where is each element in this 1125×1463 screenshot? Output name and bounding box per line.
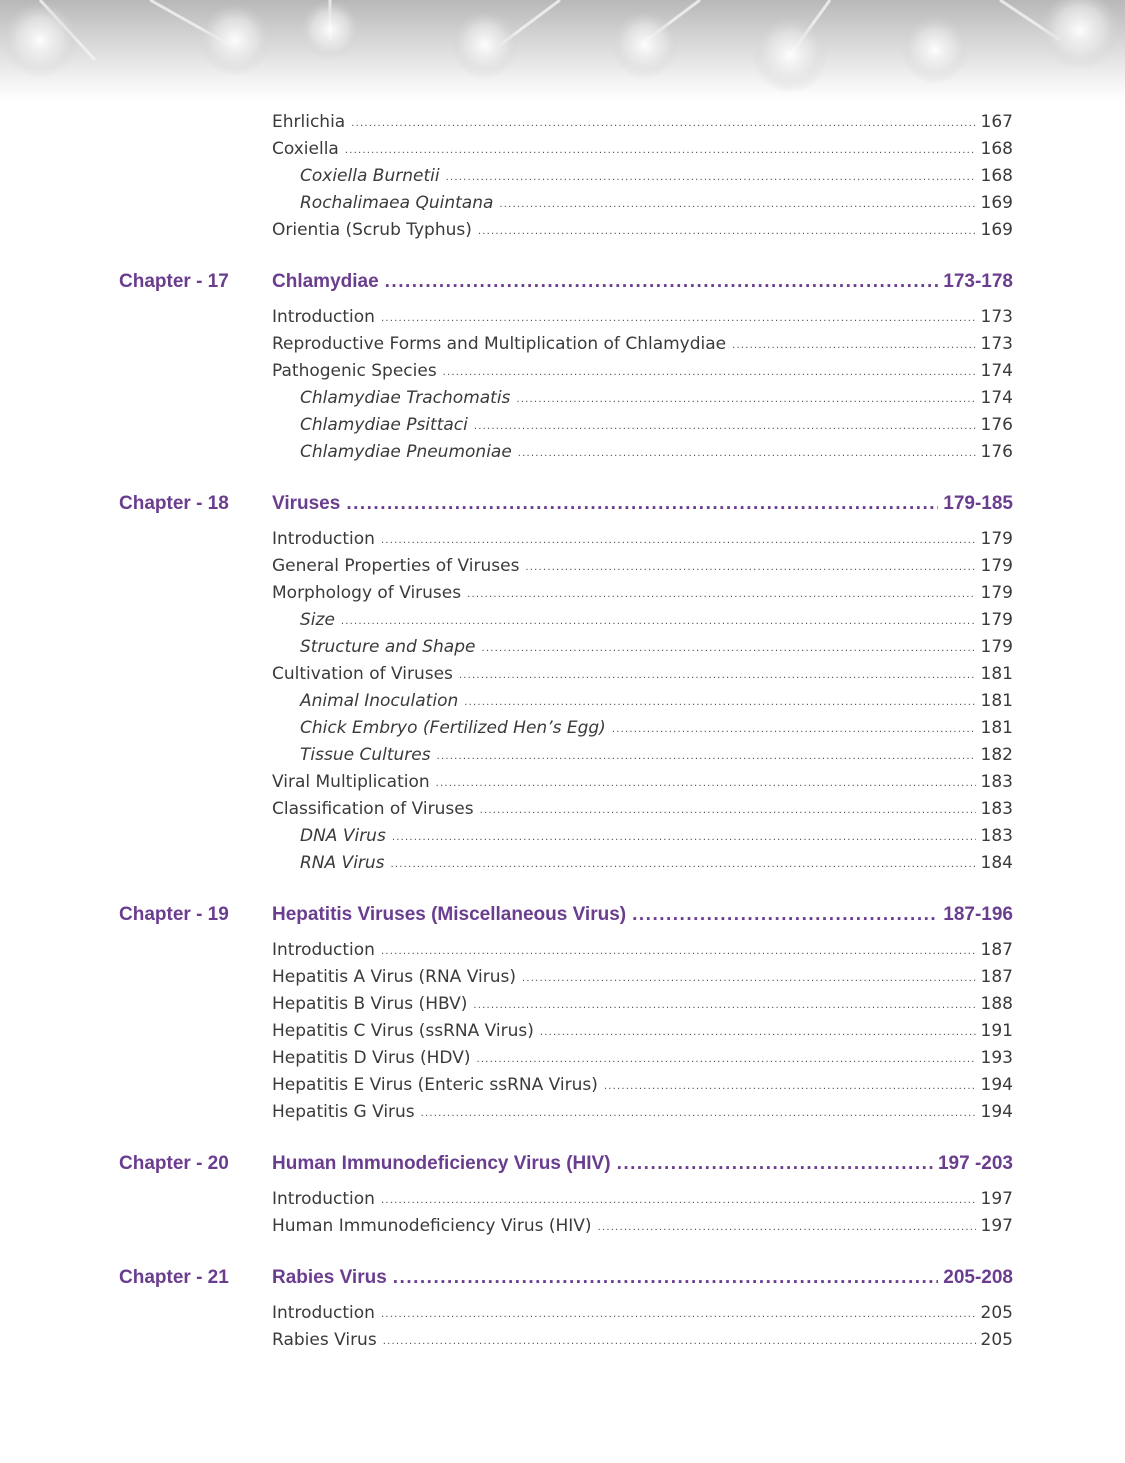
- toc-subentry: [300, 635, 1013, 659]
- dot-leader: [346, 491, 938, 517]
- chapter-heading: [272, 269, 1013, 295]
- toc-entry-page: 191: [980, 1021, 1013, 1041]
- toc-entry-title: Coxiella Burnetii: [300, 166, 440, 186]
- toc-entry-title: Rabies Virus: [272, 1330, 377, 1350]
- chapter-heading: [272, 1265, 1013, 1291]
- toc-entry-page: 194: [980, 1075, 1013, 1095]
- dot-leader: [518, 442, 976, 466]
- toc-entry-page: 193: [980, 1048, 1013, 1068]
- chapter-label: Chapter - 18: [119, 493, 229, 514]
- chapter-label: Chapter - 20: [119, 1153, 229, 1174]
- toc-subentry: [300, 851, 1013, 875]
- toc-entry-page: 194: [980, 1102, 1013, 1122]
- header-banner-image: [0, 0, 1125, 100]
- chapter-heading: [272, 491, 1013, 517]
- chapter-heading: [272, 902, 1013, 928]
- toc-entry: [272, 1019, 1013, 1043]
- toc-entry-page: 174: [980, 361, 1013, 381]
- chapter-page-range: 179-185: [943, 493, 1013, 514]
- toc-entry-page: 187: [980, 967, 1013, 987]
- toc-entry-title: Chlamydiae Pneumoniae: [300, 442, 512, 462]
- toc-subentry: [300, 164, 1013, 188]
- dot-leader: [598, 1216, 976, 1240]
- dot-leader: [381, 1189, 976, 1213]
- chapter-label: Chapter - 19: [119, 904, 229, 925]
- chapter-page-range: 187-196: [943, 904, 1013, 925]
- toc-subentry: [300, 743, 1013, 767]
- dot-leader: [392, 826, 976, 850]
- toc-entry-page: 179: [980, 583, 1013, 603]
- dot-leader: [732, 334, 975, 358]
- toc-entry-title: Chlamydiae Psittaci: [300, 415, 468, 435]
- toc-entry-title: Hepatitis G Virus: [272, 1102, 415, 1122]
- toc-entry-title: Chick Embryo (Fertilized Hen’s Egg): [300, 718, 606, 738]
- dot-leader: [345, 139, 976, 163]
- toc-entry: [272, 1301, 1013, 1325]
- toc-entry-page: 176: [980, 415, 1013, 435]
- dot-leader: [341, 610, 976, 634]
- chapter-page-range: 173-178: [943, 271, 1013, 292]
- toc-entry: [272, 218, 1013, 242]
- toc-entry-title: General Properties of Viruses: [272, 556, 520, 576]
- toc-entry-page: 169: [980, 220, 1013, 240]
- dot-leader: [478, 220, 976, 244]
- chapter-title: Chlamydiae: [272, 271, 379, 292]
- toc-entry-page: 183: [980, 772, 1013, 792]
- toc-entry-title: Hepatitis A Virus (RNA Virus): [272, 967, 516, 987]
- dot-leader: [393, 1265, 939, 1291]
- toc-entry: [272, 1214, 1013, 1238]
- chapter-title: Rabies Virus: [272, 1267, 387, 1288]
- toc-subentry: [300, 608, 1013, 632]
- chapter-label: Chapter - 21: [119, 1267, 229, 1288]
- toc-entry: [272, 332, 1013, 356]
- toc-entry: [272, 359, 1013, 383]
- toc-entry: [272, 965, 1013, 989]
- dot-leader: [604, 1075, 976, 1099]
- dot-leader: [632, 902, 938, 928]
- toc-entry-title: Hepatitis B Virus (HBV): [272, 994, 468, 1014]
- virus-illustration: [0, 0, 1125, 100]
- toc-entry-title: Size: [300, 610, 335, 630]
- toc-entry-title: Animal Inoculation: [300, 691, 459, 711]
- dot-leader: [421, 1102, 976, 1126]
- dot-leader: [381, 940, 976, 964]
- toc-entry: [272, 1328, 1013, 1352]
- toc-entry-title: Introduction: [272, 940, 375, 960]
- toc-entry-title: Human Immunodeficiency Virus (HIV): [272, 1216, 592, 1236]
- toc-entry-page: 188: [980, 994, 1013, 1014]
- toc-subentry: [300, 440, 1013, 464]
- toc-entry-page: 179: [980, 556, 1013, 576]
- dot-leader: [385, 269, 939, 295]
- toc-entry-page: 182: [980, 745, 1013, 765]
- toc-entry-page: 169: [980, 193, 1013, 213]
- toc-entry-title: Hepatitis D Virus (HDV): [272, 1048, 471, 1068]
- toc-entry: [272, 110, 1013, 134]
- toc-entry-page: 168: [980, 139, 1013, 159]
- toc-entry-page: 168: [980, 166, 1013, 186]
- dot-leader: [391, 853, 976, 877]
- toc-entry-page: 205: [980, 1303, 1013, 1323]
- dot-leader: [443, 361, 976, 385]
- toc-entry-page: 176: [980, 442, 1013, 462]
- dot-leader: [459, 664, 976, 688]
- dot-leader: [525, 556, 975, 580]
- dot-leader: [612, 718, 976, 742]
- dot-leader: [351, 112, 975, 136]
- toc-entry: [272, 992, 1013, 1016]
- dot-leader: [467, 583, 975, 607]
- chapter-page-range: 205-208: [943, 1267, 1013, 1288]
- toc-entry: [272, 137, 1013, 161]
- toc-entry: [272, 1046, 1013, 1070]
- toc-entry: [272, 770, 1013, 794]
- toc-entry-title: Classification of Viruses: [272, 799, 474, 819]
- toc-entry: [272, 581, 1013, 605]
- toc-entry-page: 205: [980, 1330, 1013, 1350]
- toc-entry-title: Tissue Cultures: [300, 745, 431, 765]
- dot-leader: [499, 193, 975, 217]
- toc-entry: [272, 554, 1013, 578]
- toc-entry: [272, 1187, 1013, 1211]
- dot-leader: [480, 799, 976, 823]
- toc-entry-title: Coxiella: [272, 139, 339, 159]
- dot-leader: [381, 529, 976, 553]
- chapter-title: Viruses: [272, 493, 341, 514]
- toc-entry-page: 181: [980, 718, 1013, 738]
- toc-entry: [272, 1100, 1013, 1124]
- toc-entry: [272, 305, 1013, 329]
- toc-entry-page: 187: [980, 940, 1013, 960]
- toc-entry-page: 173: [980, 334, 1013, 354]
- dot-leader: [381, 307, 976, 331]
- dot-leader: [436, 772, 976, 796]
- dot-leader: [473, 994, 975, 1018]
- toc-entry-title: Chlamydiae Trachomatis: [300, 388, 511, 408]
- dot-leader: [516, 388, 975, 412]
- toc-entry: [272, 1073, 1013, 1097]
- toc-entry-title: RNA Virus: [300, 853, 385, 873]
- toc-entry: [272, 527, 1013, 551]
- chapter-label: Chapter - 17: [119, 271, 229, 292]
- toc-entry-page: 183: [980, 826, 1013, 846]
- toc-entry-title: Pathogenic Species: [272, 361, 437, 381]
- toc-entry-page: 174: [980, 388, 1013, 408]
- toc-entry-title: Introduction: [272, 307, 375, 327]
- toc-entry-page: 181: [980, 664, 1013, 684]
- dot-leader: [437, 745, 976, 769]
- toc-entry-title: Orientia (Scrub Typhus): [272, 220, 472, 240]
- toc-entry-title: Reproductive Forms and Multiplication of Chlamydiae: [272, 334, 727, 354]
- dot-leader: [446, 166, 976, 190]
- toc-entry-title: Structure and Shape: [300, 637, 476, 657]
- toc-entry-page: 179: [980, 610, 1013, 630]
- toc-entry-title: Introduction: [272, 1303, 375, 1323]
- toc-entry-title: Ehrlichia: [272, 112, 346, 132]
- toc-entry-title: Cultivation of Viruses: [272, 664, 453, 684]
- dot-leader: [522, 967, 976, 991]
- dot-leader: [617, 1151, 933, 1177]
- chapter-title: Human Immunodeficiency Virus (HIV): [272, 1153, 611, 1174]
- toc-entry-page: 183: [980, 799, 1013, 819]
- chapter-title: Hepatitis Viruses (Miscellaneous Virus): [272, 904, 627, 925]
- chapter-heading: [272, 1151, 1013, 1177]
- toc-subentry: [300, 413, 1013, 437]
- toc-subentry: [300, 689, 1013, 713]
- toc-entry-title: DNA Virus: [300, 826, 386, 846]
- chapter-page-range: 197 -203: [937, 1153, 1013, 1174]
- dot-leader: [481, 637, 975, 661]
- toc-entry-title: Rochalimaea Quintana: [300, 193, 494, 213]
- toc-entry-page: 173: [980, 307, 1013, 327]
- toc-subentry: [300, 716, 1013, 740]
- dot-leader: [381, 1303, 976, 1327]
- dot-leader: [383, 1330, 976, 1354]
- toc-entry-page: 167: [980, 112, 1013, 132]
- toc-subentry: [300, 191, 1013, 215]
- toc-entry-page: 181: [980, 691, 1013, 711]
- toc-entry: [272, 662, 1013, 686]
- toc-entry-page: 179: [980, 637, 1013, 657]
- toc-subentry: [300, 386, 1013, 410]
- toc-entry-title: Viral Multiplication: [272, 772, 430, 792]
- dot-leader: [540, 1021, 976, 1045]
- toc-entry-title: Morphology of Viruses: [272, 583, 462, 603]
- toc-entry-page: 197: [980, 1216, 1013, 1236]
- toc-entry-title: Hepatitis C Virus (ssRNA Virus): [272, 1021, 534, 1041]
- toc-subentry: [300, 824, 1013, 848]
- dot-leader: [464, 691, 975, 715]
- toc-entry: [272, 938, 1013, 962]
- toc-entry-title: Introduction: [272, 529, 375, 549]
- toc-entry-title: Introduction: [272, 1189, 375, 1209]
- toc-entry-title: Hepatitis E Virus (Enteric ssRNA Virus): [272, 1075, 598, 1095]
- toc-entry: [272, 797, 1013, 821]
- dot-leader: [476, 1048, 975, 1072]
- toc-entry-page: 197: [980, 1189, 1013, 1209]
- toc-entry-page: 184: [980, 853, 1013, 873]
- toc-entry-page: 179: [980, 529, 1013, 549]
- dot-leader: [474, 415, 976, 439]
